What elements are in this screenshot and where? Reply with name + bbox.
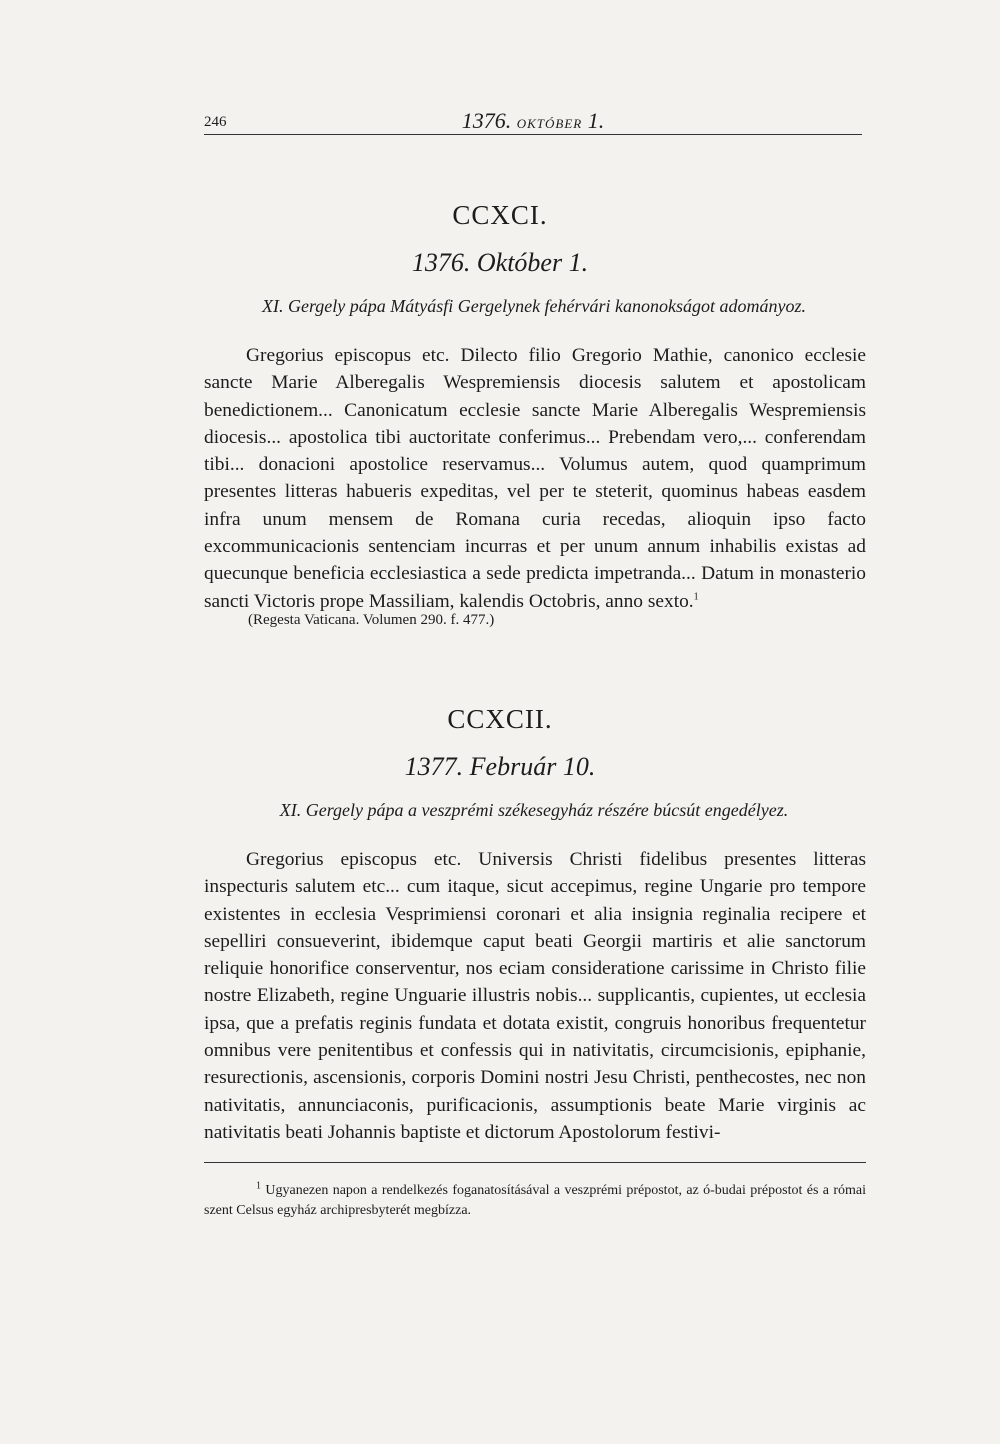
page-header xyxy=(204,108,862,135)
running-head-year: 1376. xyxy=(461,108,512,133)
document-text xyxy=(204,342,866,615)
running-head-month: OKTÓBER xyxy=(516,116,583,131)
document-summary: XI. Gergely pápa Mátyásfi Gergelynek fehérvári kanonokságot adományoz. xyxy=(261,296,807,316)
footnote-reference: 1 xyxy=(693,591,699,603)
footnote xyxy=(204,1181,866,1221)
source-citation: (Regesta Vaticana. Volumen 290. f. 477.) xyxy=(248,612,495,628)
document-text xyxy=(204,846,866,1146)
footnote-text: Ugyanezen napon a rendelkezés foganatosításával a veszprémi prépostot, az ó-budai prépostot és a római szent Celsus egyház archipresbyterét megbízza. xyxy=(204,1183,867,1218)
document-number: CCXCII. xyxy=(447,704,553,734)
document-date: 1376. Október 1. xyxy=(411,248,589,277)
document-text-body: Gregorius episcopus etc. Dilecto filio Gregorio Mathie, canonico ecclesie sancte Marie Alberegalis Wespremiensis diocesis salutem et apostolicam benedictionem... Canonicatum ecclesie sancte Marie Alberegalis Wespremiensis diocesis... apostolica tibi auctoritate conferimus... Prebendam vero,... conferendam tibi... donacioni apostolice reservamus... Volumus autem, quod quamprimum presentes litteras habueris expeditas, vel per te steterit, quominus habeas easdem infra unum mensem de Romana curia recedas, alioquin ipso facto excommunicacionis sentenciam incurras et per unum annum inhabilis existas ad quecunque beneficia ecclesiastica a sede predicta impetranda... Datum in monasterio sancti Victoris prope Massiliam, kalendis Octobris, anno sexto. xyxy=(204,345,866,612)
document-text-body: Gregorius episcopus etc. Universis Christi fidelibus presentes litteras inspecturis salutem etc... cum itaque, sicut accepimus, regine Ungarie pro tempore existentes in ecclesia Vesprimiensi coronari et alia insignia reginalia recipere et sepelliri consueverint, ibidemque caput beati Georgii martiris et alie sanctorum reliquie honorifice conserventur, nos eciam consideratione carissime in Christo filie nostre Elizabeth, regine Unguarie illustris nobis... supplicantis, cupientes, ut ecclesia ipsa, que a prefatis reginis fundata et dotata existit, congruis honoribus frequentetur omnibus vere penitentibus et confessis qui in nativitatis, circumcisionis, epiphanie, resurectionis, ascensionis, corporis Domini nostri Jesu Christi, penthecostes, nec non nativitatis, annunciaconis, purificacionis, assumptionis beate Marie virginis ac nativitatis beati Johannis baptiste et dictorum Apostolorum festivi- xyxy=(204,849,866,1143)
page-number: 246 xyxy=(204,114,227,130)
running-head xyxy=(204,108,862,134)
footnote-divider xyxy=(204,1162,866,1163)
running-head-day: 1. xyxy=(587,108,605,133)
footnote-mark: 1 xyxy=(256,1180,261,1192)
document-date: 1377. Február 10. xyxy=(404,752,596,781)
document-number: CCXCI. xyxy=(452,200,548,230)
document-summary: XI. Gergely pápa a veszprémi székesegyház részére búcsút engedélyez. xyxy=(279,800,789,820)
